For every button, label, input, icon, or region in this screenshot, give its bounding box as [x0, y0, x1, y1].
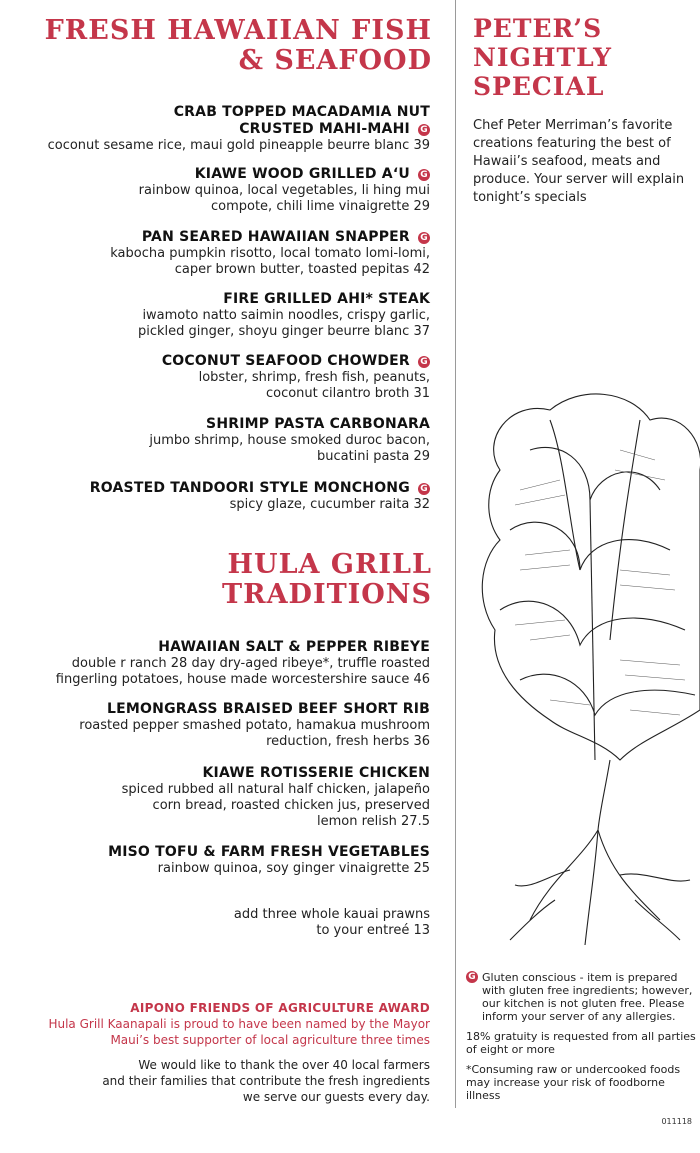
fish-section-title	[45, 16, 432, 76]
item-name: HAWAIIAN SALT & PEPPER RIBEYE	[158, 639, 430, 655]
award-title: AIPONO FRIENDS OF AGRICULTURE AWARD	[130, 1001, 430, 1015]
addon-prawns: add three whole kauai prawns to your entreé 13	[233, 907, 430, 938]
gluten-conscious-icon: G	[418, 483, 430, 495]
item-desc: lobster, shrimp, fresh fish, peanuts, coconut cilantro broth 31	[198, 370, 430, 401]
item-desc: coconut sesame rice, maui gold pineapple beurre blanc 39	[47, 138, 430, 153]
award-notice	[0, 1000, 430, 1048]
item-desc: rainbow quinoa, local vegetables, li hing mui compote, chili lime vinaigrette 29	[138, 183, 430, 214]
item-desc: double r ranch 28 day dry-aged ribeye*, truffle roasted fingerling potatoes, house made worcestershire sauce 46	[55, 656, 430, 687]
item-desc: jumbo shrimp, house smoked duroc bacon, bucatini pasta 29	[149, 433, 430, 464]
gluten-conscious-icon: G	[418, 169, 430, 181]
gratuity-note: 18% gratuity is requested from all parties of eight or more	[466, 1030, 696, 1056]
award-line1: Hula Grill Kaanapali is proud to have been named by the Mayor	[48, 1017, 430, 1031]
menu-code: 011118	[661, 1117, 692, 1126]
item-name: LEMONGRASS BRAISED BEEF SHORT RIB	[107, 701, 430, 717]
thanks-note: We would like to thank the over 40 local farmers and their families that contribute the fresh ingredients we serve our guests every day.	[102, 1058, 430, 1104]
menu-notes	[466, 971, 698, 1109]
menu-item-ribeye	[0, 639, 430, 688]
grill-title-line2: TRADITIONS	[222, 579, 432, 610]
fish-title-line1: FRESH HAWAIIAN FISH	[44, 15, 432, 46]
grill-section-title	[222, 550, 432, 610]
item-name: PAN SEARED HAWAIIAN SNAPPER G	[0, 229, 430, 246]
column-divider	[455, 0, 456, 1108]
grill-title-line1: HULA GRILL	[227, 549, 432, 580]
gluten-conscious-icon: G	[418, 124, 430, 136]
item-name: KIAWE WOOD GRILLED A‘U G	[0, 166, 430, 183]
award-line2: Maui’s best supporter of local agriculture three times	[110, 1033, 430, 1047]
menu-item-tofu	[0, 844, 430, 877]
menu-item-ahi	[0, 291, 430, 340]
item-name: FIRE GRILLED AHI* STEAK	[223, 291, 430, 307]
gluten-conscious-icon: G	[418, 232, 430, 244]
menu-item-mahi	[0, 104, 430, 154]
item-name: CRAB TOPPED MACADAMIA NUT CRUSTED MAHI-MAHI G	[173, 104, 430, 137]
item-name: KIAWE ROTISSERIE CHICKEN	[202, 765, 430, 781]
menu-item-chowder	[0, 353, 430, 402]
menu-item-au	[0, 166, 430, 215]
menu-item-carbonara	[0, 416, 430, 465]
vegetable-engraving-illustration	[470, 380, 700, 950]
item-name: SHRIMP PASTA CARBONARA	[206, 416, 430, 432]
gluten-conscious-icon: G	[466, 971, 478, 983]
menu-item-chicken	[0, 765, 430, 830]
gluten-note: G Gluten conscious - item is prepared with gluten free ingredients; however, our kitchen is not gluten free. Please inform your server of any allergies.	[466, 971, 698, 1023]
special-description: Chef Peter Merriman’s favorite creations featuring the best of Hawaii’s seafood, meats and produce. Your server will explain tonight’s specials	[473, 118, 685, 205]
item-desc: spicy glaze, cucumber raita 32	[229, 497, 430, 512]
item-desc: rainbow quinoa, soy ginger vinaigrette 25	[157, 861, 430, 876]
menu-item-snapper	[0, 229, 430, 278]
item-desc: roasted pepper smashed potato, hamakua mushroom reduction, fresh herbs 36	[79, 718, 430, 749]
item-name: COCONUT SEAFOOD CHOWDER G	[0, 353, 430, 370]
gluten-conscious-icon: G	[418, 356, 430, 368]
item-desc: kabocha pumpkin risotto, local tomato lomi-lomi, caper brown butter, toasted pepitas 42	[110, 246, 430, 277]
special-title: PETER’S NIGHTLY SPECIAL	[473, 14, 612, 101]
fish-title-line2: & SEAFOOD	[238, 45, 432, 76]
menu-item-monchong	[0, 480, 430, 513]
item-desc: iwamoto natto saimin noodles, crispy garlic, pickled ginger, shoyu ginger beurre blanc 37	[137, 308, 430, 339]
item-name: ROASTED TANDOORI STYLE MONCHONG G	[0, 480, 430, 497]
menu-right-column	[473, 0, 698, 207]
menu-item-short-rib	[0, 701, 430, 750]
item-desc: spiced rubbed all natural half chicken, jalapeño corn bread, roasted chicken jus, preserved lemon relish 27.5	[121, 782, 430, 829]
raw-food-note: *Consuming raw or undercooked foods may increase your risk of foodborne illness	[466, 1063, 681, 1102]
item-name: MISO TOFU & FARM FRESH VEGETABLES	[108, 844, 430, 860]
